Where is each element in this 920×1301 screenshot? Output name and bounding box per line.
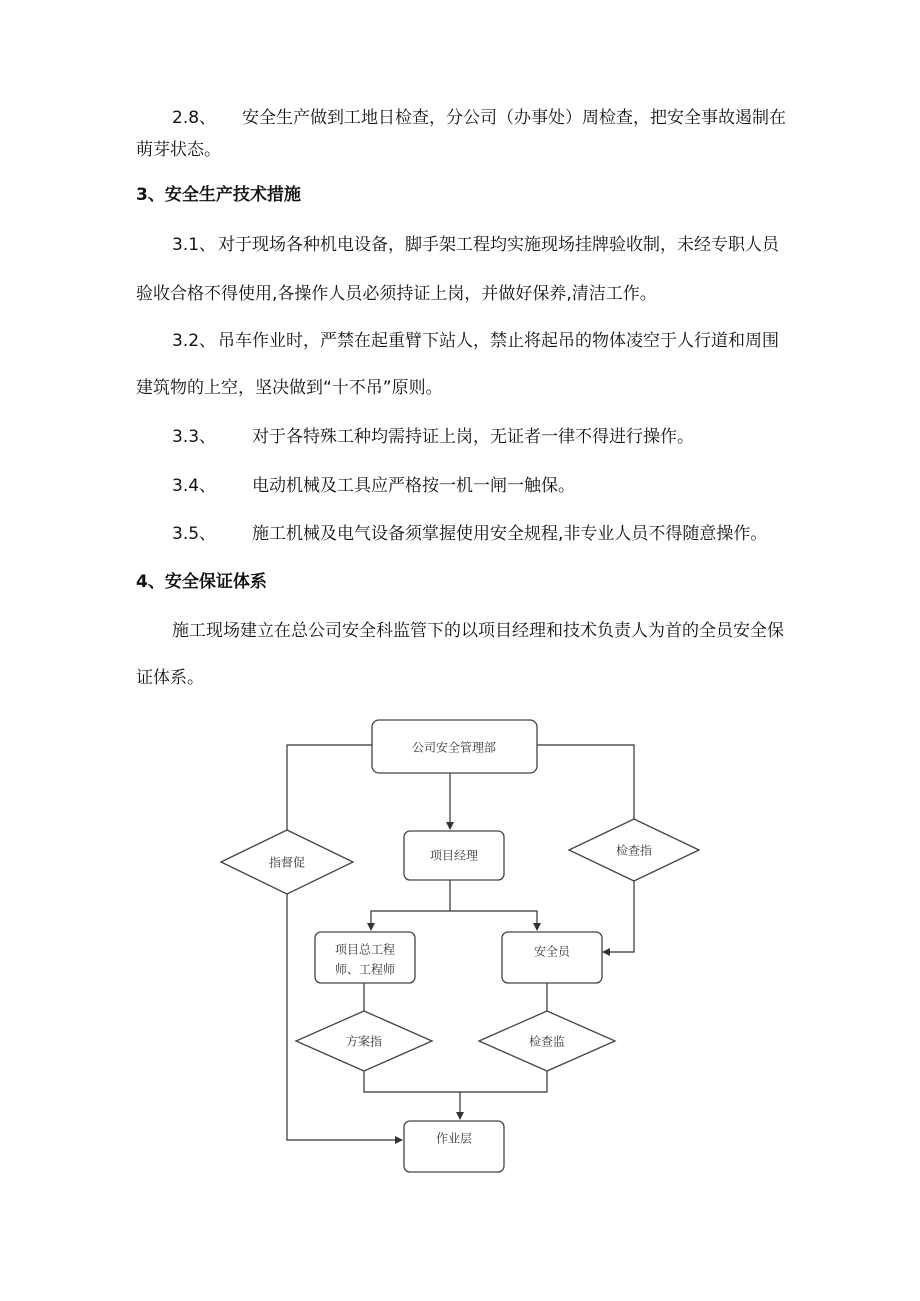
section-heading-3: 3、安全生产技术措施	[136, 185, 301, 205]
item-text: 对于现场各种机电设备，脚手架工程均实施现场挂牌验收制，未经专职人员	[218, 235, 779, 255]
item-text: 施工机械及电气设备须掌握使用安全规程,非专业人员不得随意操作。	[252, 524, 768, 544]
node-inspect-diamond	[479, 1011, 615, 1071]
item-text: 电动机械及工具应严格按一机一闸一触保。	[252, 476, 575, 496]
node-label: 安全员	[533, 944, 571, 959]
paragraph-3-2-line2: 建筑物的上空，坚决做到“十不吊”原则。	[136, 378, 443, 398]
item-number: 3.5、	[172, 524, 217, 544]
item-text: 施工现场建立在总公司安全科监管下的以项目经理和技术负责人为首的全员安全保	[172, 621, 784, 641]
node-plan-diamond	[296, 1011, 432, 1071]
item-text: 对于各特殊工种均需持证上岗，无证者一律不得进行操作。	[252, 427, 694, 447]
item-number: 3.2、	[172, 331, 217, 351]
paragraph-3-2-line1	[136, 329, 796, 353]
item-number: 3.4、	[172, 476, 217, 496]
section-heading-4: 4、安全保证体系	[136, 572, 267, 592]
item-number: 3.3、	[172, 427, 217, 447]
connector-top-to-right-diamond	[537, 745, 634, 819]
item-number: 2.8、	[172, 108, 217, 128]
paragraph-4-line2: 证体系。	[136, 668, 204, 688]
node-company-safety-dept	[372, 720, 537, 773]
connector-top-to-left-diamond	[287, 745, 372, 830]
node-right-diamond	[569, 819, 699, 881]
node-work-layer	[404, 1121, 504, 1172]
node-label-line2: 师、工程师	[334, 962, 396, 977]
connector-pm-to-safety	[450, 911, 537, 930]
item-text: 安全生产做到工地日检查，分公司（办事处）周检查，把安全事故遏制在	[242, 108, 786, 128]
connector-inspect-to-work	[460, 1071, 547, 1092]
paragraph-3-1-line2: 验收合格不得使用,各操作人员必须持证上岗，并做好保养,清洁工作。	[136, 284, 657, 304]
safety-system-flowchart	[0, 700, 920, 1200]
paragraph-3-3	[136, 425, 796, 449]
node-label: 方案指	[345, 1034, 383, 1049]
node-label: 指督促	[268, 855, 306, 870]
paragraph-2-8-line2: 萌芽状态。	[136, 140, 221, 160]
connector-right-diamond-to-safety	[603, 881, 634, 952]
node-label: 检查指	[615, 843, 653, 858]
paragraph-3-1-line1	[136, 233, 796, 257]
paragraph-3-4	[136, 474, 796, 498]
node-left-diamond	[221, 830, 353, 894]
paragraph-4-line1	[136, 619, 796, 643]
connector-pm-to-engineer	[371, 911, 450, 930]
node-project-manager	[404, 831, 504, 880]
node-label: 作业层	[435, 1131, 473, 1146]
item-text: 吊车作业时，严禁在起重臂下站人，禁止将起吊的物体凌空于人行道和周围	[218, 331, 779, 351]
connector-plan-to-work	[364, 1071, 460, 1119]
item-number: 3.1、	[172, 235, 217, 255]
node-chief-engineer	[315, 932, 415, 983]
node-label: 检查监	[528, 1034, 566, 1049]
paragraph-3-5	[136, 522, 796, 546]
connector-left-diamond-to-work	[287, 894, 402, 1140]
paragraph-2-8-line1	[136, 106, 796, 130]
node-label: 公司安全管理部	[411, 740, 497, 755]
node-label-line1: 项目总工程	[334, 942, 396, 957]
node-label: 项目经理	[429, 848, 479, 863]
node-safety-officer	[502, 932, 602, 983]
